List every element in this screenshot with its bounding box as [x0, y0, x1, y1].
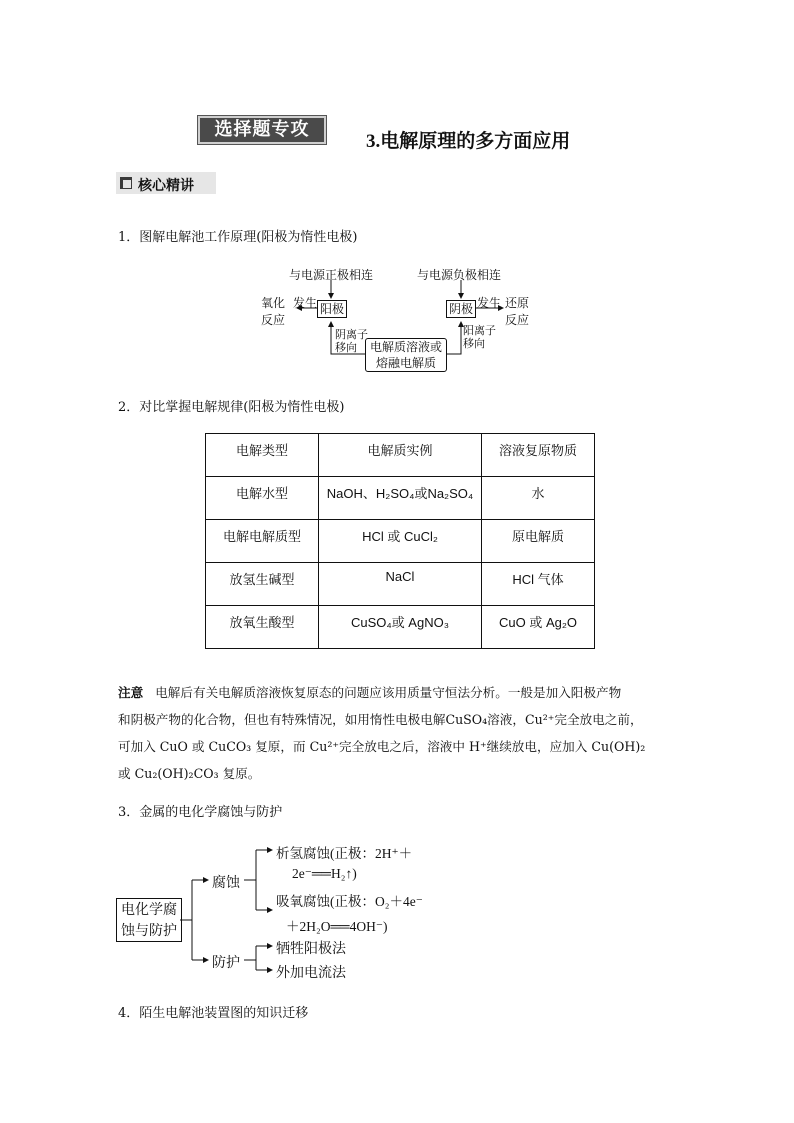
- table-header-row: [206, 434, 595, 477]
- electrolyte-line-1: 电解质溶液或: [369, 340, 442, 354]
- table-cell: 电解电解质型: [206, 520, 319, 563]
- table-cell: 电解水型: [206, 477, 319, 520]
- table-row: [206, 477, 595, 520]
- oxygen-corrosion-line-2: ＋2H₂O══4OH⁻): [286, 919, 388, 934]
- electrolyte-box: [365, 338, 447, 372]
- note-text-1: 电解后有关电解质溶液恢复原态的问题应该用质量守恒法分析。一般是加入阳极产物: [155, 685, 622, 700]
- section-square-icon: [120, 177, 132, 189]
- table-cell: HCl 气体: [482, 563, 595, 606]
- oxygen-corrosion-line-1: 吸氧腐蚀(正极：O₂＋4e⁻: [276, 894, 423, 909]
- heading-3: 3．金属的电化学腐蚀与防护: [118, 805, 283, 820]
- table-cell: 放氧生酸型: [206, 606, 319, 649]
- cation-label-2: 移向: [463, 338, 485, 350]
- heading-2: 2．对比掌握电解规律(阳极为惰性电极): [118, 400, 345, 415]
- note-line-2: 和阴极产物的化合物，但也有特殊情况，如用惰性电极电解CuSO₄溶液，Cu²⁺完全放电之前，: [118, 712, 643, 727]
- table-row: [206, 563, 595, 606]
- occur-label-left: 发生: [293, 296, 318, 310]
- anode-connection-label: 与电源正极相连: [289, 268, 374, 282]
- reduction-label-2: 反应: [505, 313, 530, 327]
- corrosion-diagram: [116, 836, 436, 984]
- note-paragraph: [118, 679, 682, 787]
- section-label: 核心精讲: [138, 178, 194, 194]
- table-cell: CuSO₄或 AgNO₃: [319, 606, 482, 649]
- cathode-connection-label: 与电源负极相连: [417, 268, 502, 282]
- anion-label-2: 移向: [335, 342, 357, 354]
- hydrogen-corrosion-line-2: 2e⁻══H₂↑): [292, 866, 357, 881]
- note-line-1: [118, 679, 682, 706]
- note-label: 注意: [118, 685, 144, 700]
- table-cell: 原电解质: [482, 520, 595, 563]
- occur-label-right: 发生: [477, 296, 502, 310]
- table-cell: NaOH、H₂SO₄或Na₂SO₄: [319, 477, 482, 520]
- table-cell: NaCl: [319, 563, 482, 606]
- table-row: [206, 606, 595, 649]
- page-title: 3.电解原理的多方面应用: [366, 131, 571, 152]
- anion-label-1: 阴离子: [335, 329, 368, 341]
- table-header-cell: 电解质实例: [319, 434, 482, 477]
- sacrificial-anode-label: 牺牲阳极法: [276, 942, 346, 957]
- table-cell: CuO 或 Ag₂O: [482, 606, 595, 649]
- electrolysis-diagram: [255, 262, 545, 374]
- table-header-cell: 电解类型: [206, 434, 319, 477]
- table-cell: 水: [482, 477, 595, 520]
- table-cell: 放氢生碱型: [206, 563, 319, 606]
- impressed-current-label: 外加电流法: [276, 966, 346, 981]
- root-line-2: 蚀与防护: [121, 924, 177, 939]
- electrolyte-line-2: 熔融电解质: [375, 356, 436, 370]
- note-line-3: 可加入 CuO 或 CuCO₃ 复原，而 Cu²⁺完全放电之后，溶液中 H⁺继续放电，应加入 Cu(OH)₂: [118, 739, 646, 754]
- table-cell: HCl 或 CuCl₂: [319, 520, 482, 563]
- note-line-4: 或 Cu₂(OH)₂CO₃ 复原。: [118, 766, 261, 781]
- table-row: [206, 520, 595, 563]
- root-line-1: 电化学腐: [121, 903, 177, 918]
- reduction-label-1: 还原: [505, 296, 530, 310]
- protection-label: 防护: [212, 956, 240, 971]
- topic-badge: 选择题专攻: [198, 116, 326, 144]
- oxidation-label-1: 氧化: [261, 296, 286, 310]
- root-box: [116, 898, 182, 942]
- heading-4: 4．陌生电解池装置图的知识迁移: [118, 1006, 309, 1021]
- oxidation-label-2: 反应: [261, 313, 286, 327]
- heading-1: 1．图解电解池工作原理(阳极为惰性电极): [118, 230, 358, 245]
- table-header-cell: 溶液复原物质: [482, 434, 595, 477]
- corrosion-label: 腐蚀: [212, 876, 240, 891]
- electrolysis-rules-table: [205, 433, 595, 649]
- cathode-box: 阴极: [446, 300, 476, 318]
- anode-box: 阳极: [317, 300, 347, 318]
- cation-label-1: 阳离子: [463, 325, 496, 337]
- hydrogen-corrosion-line-1: 析氢腐蚀(正极：2H⁺＋: [276, 846, 413, 861]
